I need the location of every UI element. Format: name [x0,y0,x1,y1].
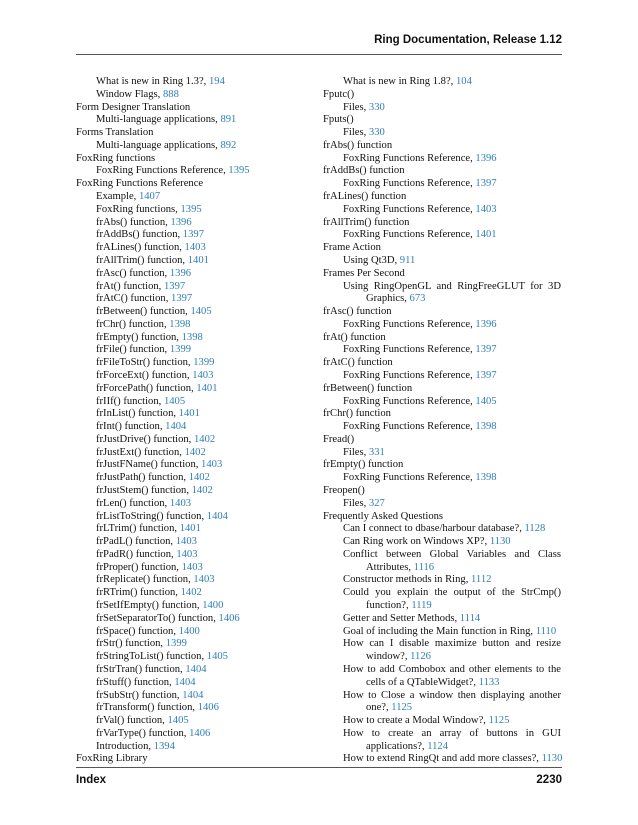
index-term [76,178,304,191]
index-term [323,165,561,178]
entry-text: frForceExt() function, [96,369,193,381]
entry-text: How to extend RingQt and add more classes?, [343,753,542,765]
entry-text: frAbs() function, [96,216,171,228]
index-subentry [76,140,304,153]
page-reference-link[interactable]: 1401 [178,408,200,420]
index-subentry [323,102,561,115]
index-term [323,332,561,345]
index-subentry [76,434,304,447]
index-term [323,383,561,396]
index-subentry [323,472,561,485]
entry-text: FoxRing Functions Reference, [343,229,476,241]
page-reference-link[interactable]: 1130 [541,753,563,765]
index-subentry [76,600,304,613]
index-subentry [323,127,561,140]
entry-text: Goal of including the Main function in Ring, [343,625,536,637]
index-subentry [76,293,304,306]
footer-section-name: Index [76,774,107,786]
page-reference-link[interactable]: 331 [368,446,385,458]
entry-text: FoxRing Functions Reference, [343,421,476,433]
entry-text: frSetIfEmpty() function, [96,600,203,612]
index-subentry [76,472,304,485]
entry-text: Using Qt3D, [343,254,400,266]
page-reference-link[interactable]: 1403 [176,548,198,560]
index-subentry [76,396,304,409]
entry-text: Frame Action [323,242,381,254]
index-subentry [76,229,304,242]
index-subentry [323,728,561,754]
index-subentry [323,319,561,332]
index-subentry [76,408,304,421]
entry-text: How to create a Modal Window?, [343,715,489,727]
entry-text: FoxRing Functions Reference, [343,472,476,484]
page-reference-link[interactable]: 1126 [410,651,431,663]
index-subentry [76,268,304,281]
index-subentry [76,191,304,204]
page-reference-link[interactable]: 330 [368,127,385,139]
index-subentry [323,153,561,166]
index-subentry [76,574,304,587]
index-subentry [76,498,304,511]
entry-text: frListToString() function, [96,510,207,522]
index-subentry [76,255,304,268]
index-subentry [76,536,304,549]
index-subentry [323,626,561,639]
entry-text: Can I connect to dbase/harbour database?, [343,523,525,535]
page-reference-link[interactable]: 1403 [201,459,223,471]
page-number: 2230 [536,774,562,786]
index-subentry [323,396,561,409]
index-subentry [323,638,561,664]
entry-text: Conflict between Global Variables and Class Attributes, [343,548,561,573]
entry-text: frAllTrim() function [323,216,410,228]
index-subentry [323,229,561,242]
entry-text: Multi-language applications, [96,114,221,126]
entry-text: Getter and Setter Methods, [343,612,460,624]
entry-text: frReplicate() function, [96,574,194,586]
entry-text: frJustExt() function, [96,446,185,458]
page-reference-link[interactable]: 891 [220,114,237,126]
entry-text: FoxRing Library [76,753,148,765]
page-reference-link[interactable]: 1405 [190,306,212,318]
index-subentry [76,459,304,472]
entry-text: Files, [343,101,369,113]
page-reference-link[interactable]: 1406 [189,727,211,739]
page-reference-link[interactable]: 1406 [197,702,219,714]
entry-text: Introduction, [96,740,154,752]
entry-text: frFile() function, [96,344,170,356]
entry-text: frAtC() function, [96,293,172,305]
index-subentry [76,383,304,396]
entry-text: FoxRing Functions Reference, [343,318,476,330]
index-subentry [76,690,304,703]
page-reference-link[interactable]: 1396 [475,152,497,164]
entry-text: frSubStr() function, [96,689,183,701]
page-reference-link[interactable]: 1114 [459,612,481,624]
page-reference-link[interactable]: 1398 [475,421,497,433]
index-term [323,485,561,498]
entry-text: frAsc() function [323,306,392,318]
entry-text: frJustStem() function, [96,485,192,496]
entry-text: FoxRing Functions Reference, [343,395,476,407]
index-subentry [76,204,304,217]
entry-text: FoxRing Functions Reference, [343,369,476,381]
index-subentry [323,344,561,357]
index-subentry [323,664,561,690]
page-reference-link[interactable]: 1397 [171,293,193,305]
entry-text: Frames Per Second [323,267,405,279]
entry-text: FoxRing Functions Reference, [96,165,229,177]
index-subentry [76,370,304,383]
page-reference-link[interactable]: 1397 [182,229,204,241]
header-rule [76,54,562,55]
page-reference-link[interactable]: 1399 [193,357,215,369]
entry-text: frIIf() function, [96,395,164,407]
index-subentry [76,728,304,741]
page-reference-link[interactable]: 1406 [218,612,240,624]
entry-text: Files, [343,127,369,139]
page-reference-link[interactable]: 1404 [182,689,204,701]
entry-text: frEmpty() function, [96,331,182,343]
entry-text: FoxRing functions [76,152,156,164]
entry-text: frChr() function [323,408,391,420]
page-reference-link[interactable]: 1402 [188,472,210,484]
index-term [323,140,561,153]
index-subentry [76,511,304,524]
page-reference-link[interactable]: 1404 [165,421,187,433]
index-term [76,127,304,140]
index-subentry [76,613,304,626]
index-term [323,357,561,370]
index-subentry [323,178,561,191]
page-reference-link[interactable]: 1402 [193,433,216,445]
index-subentry [76,587,304,600]
entry-text: frStrTran() function, [96,663,186,675]
index-subentry [76,664,304,677]
entry-text: frInList() function, [96,408,179,420]
page-reference-link[interactable]: 1399 [165,638,187,650]
running-header: Ring Documentation, Release 1.12 [374,34,562,46]
index-subentry [76,421,304,434]
page-reference-link[interactable]: 194 [208,76,225,87]
entry-text: frAt() function [323,331,386,343]
entry-text: frRTrim() function, [96,587,181,599]
entry-text: How can I disable maximize button and resize window?, [343,638,561,663]
page-reference-link[interactable]: 1405 [475,395,497,407]
entry-text: frVarType() function, [96,727,190,739]
entry-text: frAddBs() function [323,165,405,177]
page-reference-link[interactable]: 1403 [192,369,214,381]
index-subentry [76,638,304,651]
index-term [323,191,561,204]
index-term [76,153,304,166]
page-reference-link[interactable]: 1130 [489,536,511,548]
page-reference-link[interactable]: 1402 [184,446,206,458]
page-reference-link[interactable]: 1407 [138,191,161,203]
index-subentry [76,281,304,294]
index-subentry [323,753,561,766]
page-reference-link[interactable]: 911 [399,254,416,266]
page-reference-link[interactable]: 1403 [175,536,197,548]
entry-text: frTransform() function, [96,702,198,714]
index-subentry [76,357,304,370]
page-reference-link[interactable]: 1399 [169,344,192,356]
entry-text: frStringToList() function, [96,651,207,663]
page-reference-link[interactable]: 1400 [202,600,224,612]
entry-text: Files, [343,446,369,458]
index-subentry [76,651,304,664]
page-reference-link[interactable]: 1404 [174,676,196,688]
page-reference-link[interactable]: 330 [368,101,385,113]
index-subentry [323,613,561,626]
entry-text: frJustDrive() function, [96,433,194,445]
page-reference-link[interactable]: 1398 [181,331,203,343]
index-subentry [323,421,561,434]
entry-text: FoxRing Functions Reference [76,178,204,190]
index-term [323,268,561,281]
entry-text: Fputs() [323,114,354,126]
entry-text: frStr() function, [96,638,166,650]
entry-text: frSpace() function, [96,625,179,637]
index-subentry [323,370,561,383]
entry-text: frEmpty() function [323,459,404,471]
entry-text: Using RingOpenGL and RingFreeGLUT for 3D Graphics, [343,280,561,305]
index-subentry [323,204,561,217]
entry-text: Could you explain the output of the StrCmp() function?, [343,587,561,612]
entry-text: frPadL() function, [96,536,176,548]
index-subentry [76,89,304,102]
page-reference-link[interactable]: 1397 [475,344,497,356]
index-subentry [76,523,304,536]
page-reference-link[interactable]: 1403 [475,203,497,215]
index-subentry [323,255,561,268]
entry-text: frAllTrim() function, [96,254,188,266]
index-subentry [76,447,304,460]
entry-text: Fread() [323,433,355,445]
entry-text: Example, [96,191,139,203]
page-reference-link[interactable]: 1403 [181,561,203,573]
entry-text: Window Flags, [96,88,163,100]
entry-text: frVal() function, [96,715,168,727]
page-reference-link[interactable]: 327 [368,497,385,509]
entry-text: frStuff() function, [96,676,175,688]
page-reference-link[interactable]: 1405 [167,715,189,727]
index-subentry [76,165,304,178]
page-reference-link[interactable]: 1404 [206,510,228,522]
page-reference-link[interactable]: 1125 [488,715,510,727]
index-term [323,459,561,472]
entry-text: frAddBs() function, [96,229,183,241]
page-reference-link[interactable]: 1110 [535,625,557,637]
index-subentry [76,332,304,345]
index-subentry [323,690,561,716]
entry-text: frSetSeparatorTo() function, [96,612,219,624]
entry-text: frJustPath() function, [96,472,189,484]
page-reference-link[interactable]: 104 [455,76,472,87]
page-reference-link[interactable]: 1124 [427,740,448,752]
page-reference-link[interactable]: 1402 [180,587,202,599]
index-term [323,114,561,127]
index-subentry [76,114,304,127]
page-reference-link[interactable]: 1398 [169,318,191,330]
entry-text: frChr() function, [96,318,170,330]
index-subentry [76,319,304,332]
page-reference-link[interactable]: 1395 [180,203,202,215]
index-subentry [76,715,304,728]
page-reference-link[interactable]: 1405 [206,651,228,663]
entry-text: frBetween() function [323,382,413,394]
index-term [76,753,304,766]
page-reference-link[interactable]: 1128 [524,523,546,535]
index-subentry [323,281,561,307]
index-subentry [323,76,561,89]
entry-text: frAtC() function [323,357,393,369]
index-subentry [76,702,304,715]
entry-text: How to create an array of buttons in GUI applications?, [343,727,561,752]
page-reference-link[interactable]: 1116 [413,561,435,573]
index-subentry [76,677,304,690]
entry-text: frAsc() function, [96,267,170,279]
index-term [323,408,561,421]
index-term [323,306,561,319]
page-reference-link[interactable]: 1133 [478,676,500,688]
page-reference-link[interactable]: 1403 [184,242,206,254]
index-subentry [323,498,561,511]
entry-text: frLTrim() function, [96,523,180,535]
entry-text: Multi-language applications, [96,139,221,151]
index-subentry [323,447,561,460]
page-reference-link[interactable]: 1402 [191,485,213,496]
entry-text: Fputc() [323,88,355,100]
index-subentry [76,485,304,498]
page-reference-link[interactable]: 1397 [163,280,186,292]
index-subentry [323,549,561,575]
index-term [76,102,304,115]
page-reference-link[interactable]: 892 [220,139,237,151]
page-reference-link[interactable]: 1403 [169,497,192,509]
entry-text: FoxRing Functions Reference, [343,178,476,190]
page-reference-link[interactable]: 1401 [187,254,209,266]
entry-text: frAbs() function [323,139,393,151]
entry-text: frAt() function, [96,280,164,292]
entry-text: frLen() function, [96,497,170,509]
page-reference-link[interactable]: 1125 [391,702,413,714]
entry-text: frPadR() function, [96,548,177,560]
index-term [323,511,561,524]
entry-text: FoxRing Functions Reference, [343,203,476,215]
entry-text: Constructor methods in Ring, [343,574,472,586]
page-reference-link[interactable]: 1403 [193,574,215,586]
page-reference-link[interactable]: 1394 [153,740,175,752]
page-reference-link[interactable]: 1112 [471,574,492,586]
page-reference-link[interactable]: 1119 [411,600,432,612]
entry-text: frBetween() function, [96,306,191,318]
entry-text: frALines() function, [96,242,185,254]
page-reference-link[interactable]: 673 [409,293,426,305]
entry-text: Files, [343,497,369,509]
index-subentry [323,574,561,587]
page-reference-link[interactable]: 1396 [169,267,192,279]
entry-text: frInt() function, [96,421,166,433]
page-reference-link[interactable]: 1401 [475,229,497,241]
index-subentry [76,344,304,357]
index-subentry [323,536,561,549]
page-reference-link[interactable]: 888 [162,88,179,100]
entry-text: FoxRing Functions Reference, [343,152,476,164]
index-subentry [76,562,304,575]
index-subentry [76,76,304,89]
page-reference-link[interactable]: 1398 [475,472,497,484]
entry-text: Form Designer Translation [76,101,191,113]
entry-text: frProper() function, [96,561,182,573]
index-subentry [323,587,561,613]
index-subentry [76,741,304,754]
page-reference-link[interactable]: 1395 [228,165,250,177]
entry-text: frALines() function [323,191,407,203]
entry-text: frFileToStr() function, [96,357,194,369]
page-reference-link[interactable]: 1405 [163,395,186,407]
entry-text: frJustFName() function, [96,459,202,471]
index-subentry [323,715,561,728]
page-reference-link[interactable]: 1401 [179,523,201,535]
index-subentry [76,306,304,319]
entry-text: How to add Combobox and other elements to the cells of a QTableWidget?, [343,663,561,688]
page-reference-link[interactable]: 1400 [178,625,200,637]
entry-text: FoxRing functions, [96,203,181,215]
index-subentry [76,549,304,562]
index-column-right [323,76,561,766]
entry-text: What is new in Ring 1.8?, [343,76,456,87]
page-reference-link[interactable]: 1396 [475,318,497,330]
entry-text: Freopen() [323,485,365,496]
entry-text: How to Close a window then displaying another one?, [343,689,561,714]
entry-text: Can Ring work on Windows XP?, [343,536,490,548]
index-subentry [323,523,561,536]
entry-text: Forms Translation [76,127,154,139]
index-term [323,89,561,102]
page-reference-link[interactable]: 1396 [170,216,192,228]
index-term [323,434,561,447]
entry-text: FoxRing Functions Reference, [343,344,476,356]
page-reference-link[interactable]: 1401 [196,382,218,394]
index-column-left [76,76,304,766]
page-reference-link[interactable]: 1397 [475,369,497,381]
index-subentry [76,626,304,639]
index-subentry [76,217,304,230]
page-reference-link[interactable]: 1397 [475,178,497,190]
index-term [323,217,561,230]
entry-text: What is new in Ring 1.3?, [96,76,209,87]
index-term [323,242,561,255]
index-subentry [76,242,304,255]
page-reference-link[interactable]: 1404 [185,663,207,675]
entry-text: frForcePath() function, [96,382,197,394]
footer-rule [76,767,562,768]
entry-text: Frequently Asked Questions [323,510,444,522]
